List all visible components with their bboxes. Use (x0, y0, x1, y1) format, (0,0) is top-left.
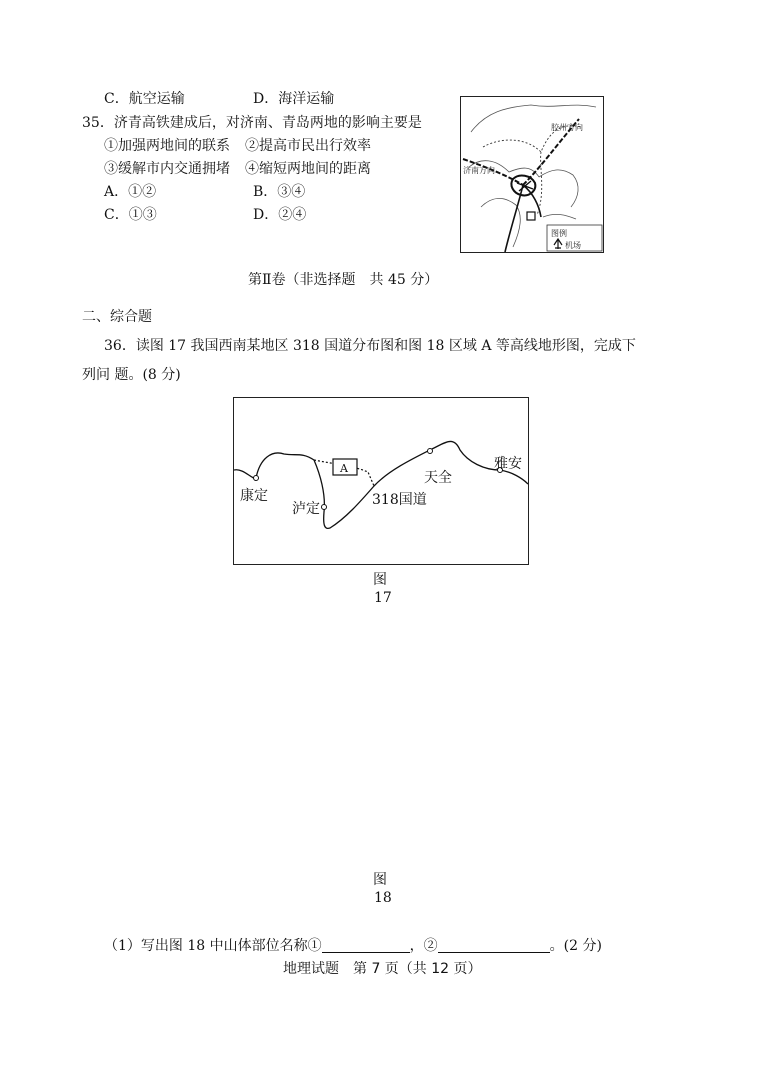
page-footer: 地理试题 第 7 页（共 12 页） (283, 961, 482, 977)
figure-18-caption-1: 图 (373, 872, 387, 888)
q35-stem: 35．济青高铁建成后，对济南、青岛两地的影响主要是 (82, 115, 422, 131)
q34-option-d: D．海洋运输 (253, 91, 335, 107)
railway-map-label-left: 济南方向 (463, 166, 495, 175)
answer-blank-1[interactable] (322, 938, 410, 953)
figure-17-caption-2: 17 (374, 590, 392, 606)
q36-stem-line2: 列问 题。(8 分) (82, 367, 181, 383)
figure-17-drawing (234, 398, 528, 564)
road-318-label: 318国道 (372, 492, 427, 508)
q35-item-1: ①加强两地间的联系 (104, 138, 230, 154)
railway-map-label-top: 胶州方向 (551, 123, 583, 132)
figure-18-caption-2: 18 (374, 890, 392, 906)
q34-option-c: C．航空运输 (104, 91, 185, 107)
tianquan-marker (428, 449, 433, 454)
q35-option-c: C．①③ (104, 207, 157, 223)
legend-airport-label: 机场 (565, 241, 581, 250)
figure-17-caption-1: 图 (373, 572, 387, 588)
q35-option-d: D．②④ (253, 207, 307, 223)
section-2-header: 第Ⅱ卷（非选择题 共 45 分） (248, 272, 439, 288)
railway-map (460, 96, 604, 253)
q36-stem-line1: 36．读图 17 我国西南某地区 318 国道分布图和图 18 区域 A 等高线地形图，完成下 (104, 338, 636, 354)
tianquan-label: 天全 (424, 470, 452, 486)
luding-label: 泸定 (292, 501, 320, 517)
q35-item-3: ③缓解市内交通拥堵 (104, 161, 230, 177)
q36-sub1-mid: ，② (409, 938, 438, 954)
q35-option-a: A．①② (104, 184, 157, 200)
luding-marker (322, 505, 327, 510)
region-a-label: A (340, 462, 348, 475)
q35-item-2: ②提高市民出行效率 (245, 138, 371, 154)
answer-blank-2[interactable] (438, 938, 550, 953)
kangding-label: 康定 (240, 488, 268, 504)
q36-sub1-suffix: 。(2 分) (549, 938, 602, 954)
figure-17-map (233, 397, 529, 565)
q36-sub1-prefix: （1）写出图 18 中山体部位名称① (104, 938, 322, 954)
railway-map-drawing (461, 97, 603, 252)
part-2-title: 二、综合题 (82, 309, 152, 325)
legend-title: 图例 (551, 229, 567, 238)
yaan-label: 雅安 (494, 456, 522, 472)
q35-option-b: B．③④ (253, 184, 306, 200)
kangding-marker (254, 476, 259, 481)
q36-sub1 (104, 938, 602, 953)
q35-item-4: ④缩短两地间的距离 (245, 161, 371, 177)
